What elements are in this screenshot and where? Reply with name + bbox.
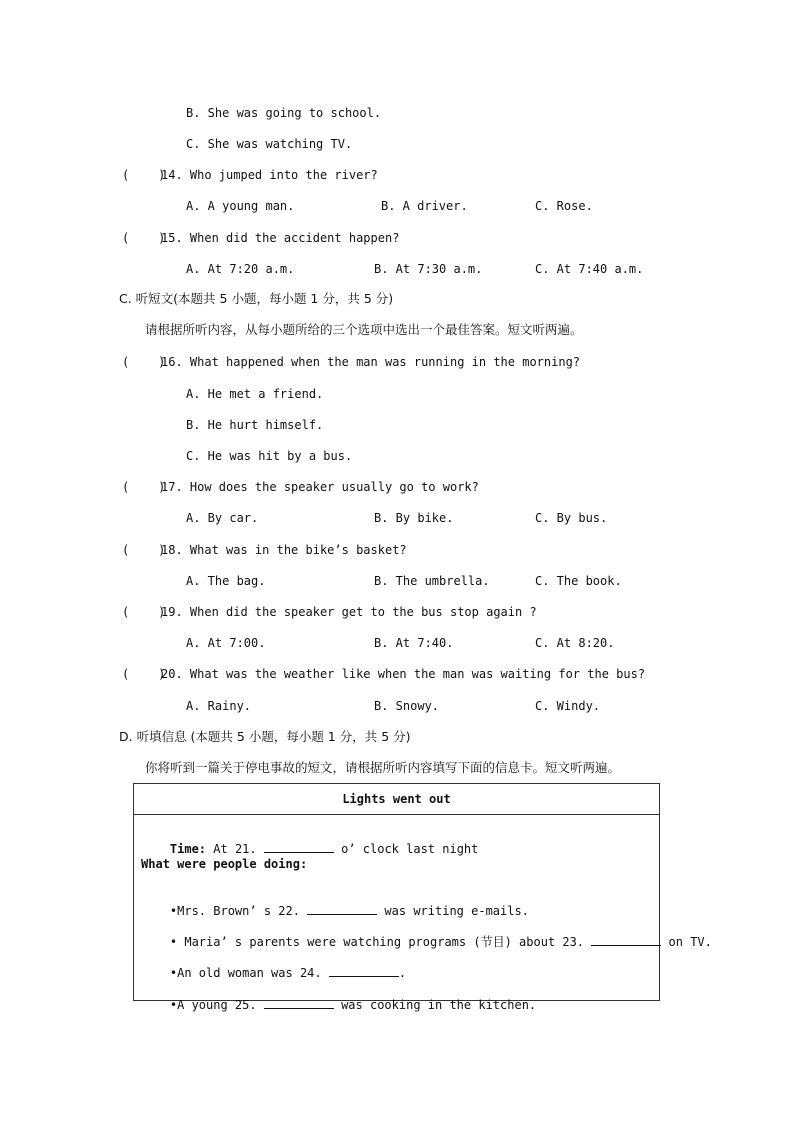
time-text: At 21. <box>213 842 257 856</box>
option-c: C. Rose. <box>535 199 593 213</box>
blank-21[interactable] <box>264 841 334 853</box>
item-24-text: •An old woman was 24. <box>169 966 322 980</box>
option-a: A. At 7:00. <box>186 636 266 650</box>
item-25 <box>141 981 536 1029</box>
option-b: B. A driver. <box>381 199 468 213</box>
option-a: A. The bag. <box>186 574 266 588</box>
item-22-text: •Mrs. Brown’ s 22. <box>169 904 300 918</box>
option-b: B. He hurt himself. <box>186 418 324 432</box>
doing-label: What were people doing: <box>141 857 308 871</box>
section-d-instruction: 你将听到一篇关于停电事故的短文，请根据所听内容填写下面的信息卡。短文听两遍。 <box>145 760 621 775</box>
option-a: A. By car. <box>186 511 259 525</box>
time-label: Time: <box>169 842 207 856</box>
option-a: A. He met a friend. <box>186 387 324 401</box>
option-b: B. By bike. <box>374 511 454 525</box>
item-25-tail: was cooking in the kitchen. <box>341 998 537 1012</box>
option-c: C. He was hit by a bus. <box>186 449 353 463</box>
option-c: C. The book. <box>535 574 622 588</box>
option-b: B. At 7:40. <box>374 636 454 650</box>
option-text: B. She was going to school. <box>186 106 382 120</box>
item-23-text: • Maria’ s parents were watching programs (节目) about 23. <box>169 935 585 949</box>
info-card <box>133 783 712 1012</box>
answer-paren[interactable]: ( ) <box>122 667 166 681</box>
answer-paren[interactable]: ( ) <box>122 543 166 557</box>
blank-22[interactable] <box>307 903 377 915</box>
question-text: 14. Who jumped into the river? <box>161 168 378 182</box>
option-a: A. At 7:20 a.m. <box>186 262 295 276</box>
question-text: 16. What happened when the man was running in the morning? <box>161 355 581 369</box>
question-text: 20. What was the weather like when the man was waiting for the bus? <box>161 667 646 681</box>
blank-24[interactable] <box>329 965 399 977</box>
option-b: B. The umbrella. <box>374 574 490 588</box>
answer-paren[interactable]: ( ) <box>122 231 166 245</box>
section-c-instruction: 请根据所听内容，从每小题所给的三个选项中选出一个最佳答案。短文听两遍。 <box>145 322 583 337</box>
item-24-tail: . <box>398 966 407 980</box>
option-c: C. By bus. <box>535 511 608 525</box>
answer-paren[interactable]: ( ) <box>122 605 166 619</box>
question-text: 15. When did the accident happen? <box>161 231 400 245</box>
option-c: C. At 7:40 a.m. <box>535 262 644 276</box>
info-card-title: Lights went out <box>134 784 659 815</box>
question-text: 17. How does the speaker usually go to work? <box>161 480 479 494</box>
answer-paren[interactable]: ( ) <box>122 168 166 182</box>
option-b: B. At 7:30 a.m. <box>374 262 483 276</box>
answer-paren[interactable]: ( ) <box>122 355 166 369</box>
option-a: A. Rainy. <box>186 699 252 713</box>
item-23-tail: on TV. <box>668 935 712 949</box>
answer-paren[interactable]: ( ) <box>122 480 166 494</box>
option-a: A. A young man. <box>186 199 295 213</box>
blank-25[interactable] <box>264 997 334 1009</box>
option-b: B. Snowy. <box>374 699 440 713</box>
question-text: 18. What was in the bike’s basket? <box>161 543 407 557</box>
item-22-tail: was writing e-mails. <box>384 904 529 918</box>
blank-23[interactable] <box>591 934 661 946</box>
question-text: 19. When did the speaker get to the bus stop again ? <box>161 605 537 619</box>
option-text: C. She was watching TV. <box>186 137 353 151</box>
option-c: C. At 8:20. <box>535 636 615 650</box>
option-c: C. Windy. <box>535 699 601 713</box>
time-text-tail: o’ clock last night <box>341 842 479 856</box>
item-25-text: •A young 25. <box>169 998 257 1012</box>
section-c-title: C. 听短文(本题共 5 小题，每小题 1 分，共 5 分) <box>119 291 394 306</box>
section-d-title: D. 听填信息 (本题共 5 小题，每小题 1 分，共 5 分) <box>119 729 411 744</box>
